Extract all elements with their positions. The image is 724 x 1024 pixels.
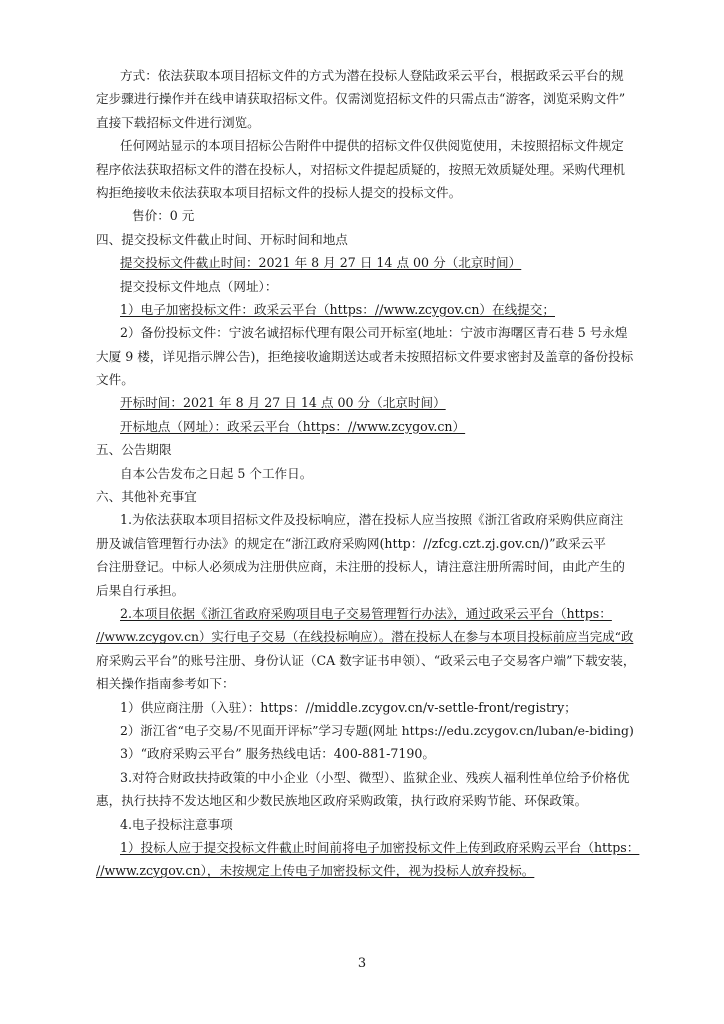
text-line: 定步骤进行操作并在线申请获取招标文件。仅需浏览招标文件的只需点击“游客，浏览采购文件” xyxy=(96,91,626,107)
text-link[interactable]: 2.本项目依据《浙江省政府采购项目电子交易管理暂行办法》，通过政采云平台（https： xyxy=(120,605,612,621)
text-line xyxy=(96,625,640,648)
opening-time-line xyxy=(96,391,640,414)
text-line: 府采购云平台”的账号注册、身份认证（CA 数字证书申领）、“政采云电子交易客户端”下载安装， xyxy=(96,652,636,668)
page-number: 3 xyxy=(357,956,367,971)
platform-link[interactable]: 1）电子加密投标文件：政采云平台（https：//www.zcygov.cn）在线提交； xyxy=(120,301,555,317)
section-heading: 六、其他补充事宜 xyxy=(96,489,197,505)
text-line: 文件。 xyxy=(96,372,134,388)
text-line xyxy=(96,836,640,859)
text-line: 2）备份投标文件：宁波名诚招标代理有限公司开标室(地址：宁波市海曙区青石巷 5 号永煌 xyxy=(120,325,628,341)
opening-place-link[interactable]: 开标地点（网址）：政采云平台（https：//www.zcygov.cn） xyxy=(120,418,466,434)
text-line: 后果自行承担。 xyxy=(96,582,185,598)
opening-time-text: 开标时间：2021 年 8 月 27 日 14 点 00 分（北京时间） xyxy=(120,395,446,411)
text-line: 3.对符合财政扶持政策的中小企业（小型、微型）、监狱企业、残疾人福利性单位给予价格优 xyxy=(120,769,630,785)
text-line: 2）浙江省“电子交易/不见面开评标”学习专题(网址 https://edu.zcygov.cn/luban/e-biding) xyxy=(120,722,634,738)
deadline-text: 提交投标文件截止时间：2021 年 8 月 27 日 14 点 00 分（北京时间） xyxy=(120,255,522,271)
opening-place-line xyxy=(96,415,640,438)
document-body xyxy=(96,64,640,883)
section-heading: 四、提交投标文件截止时间、开标时间和地点 xyxy=(96,231,348,247)
price-line: 售价：0 元 xyxy=(132,208,195,224)
text-link[interactable]: //www.zcygov.cn）实行电子交易（在线投标响应）。潜在投标人在参与本项目投标前应当完成“政 xyxy=(96,629,634,645)
text-line: 惠，执行扶持不发达地区和少数民族地区政府采购政策，执行政府采购节能、环保政策。 xyxy=(96,793,588,809)
section-heading: 五、公告期限 xyxy=(96,442,172,458)
text-line xyxy=(96,298,640,321)
text-line: 提交投标文件地点（网址）： xyxy=(120,278,278,294)
text-line xyxy=(96,602,640,625)
text-line: 方式：依法获取本项目招标文件的方式为潜在投标人登陆政采云平台，根据政采云平台的规 xyxy=(120,68,624,83)
text-line: 构拒绝接收未依法获取本项目招标文件的投标人提交的投标文件。 xyxy=(96,184,462,200)
text-line: 1）供应商注册（入驻）：https：//middle.zcygov.cn/v-settle-front/registry； xyxy=(120,699,577,715)
deadline-line xyxy=(96,251,640,274)
text-line: 台注册登记。中标人必须成为注册供应商，未注册的投标人，请注意注册所需时间，由此产生的 xyxy=(96,559,625,575)
text-line: 1.为依法获取本项目招标文件及投标响应，潜在投标人应当按照《浙江省政府采购供应商注 xyxy=(120,512,624,528)
text-line: 任何网站显示的本项目招标公告附件中提供的招标文件仅供阅览使用，未按照招标文件规定 xyxy=(120,138,624,154)
text-line xyxy=(96,859,640,882)
text-link[interactable]: //www.zcygov.cn），未按规定上传电子加密投标文件，视为投标人放弃投标。 xyxy=(96,863,535,879)
text-line: 大厦 9 楼，详见指示牌公告)，拒绝接收逾期送达或者未按照招标文件要求密封及盖章的备份投标 xyxy=(96,348,634,364)
text-line: 自本公告发布之日起 5 个工作日。 xyxy=(120,465,313,481)
text-line: 3）“政府采购云平台” 服务热线电话：400-881-7190。 xyxy=(120,746,436,762)
subsection-heading: 4.电子投标注意事项 xyxy=(120,816,233,832)
text-line: 相关操作指南参考如下： xyxy=(96,676,235,692)
text-link[interactable]: 1）投标人应于提交投标文件截止时间前将电子加密投标文件上传到政府采购云平台（https： xyxy=(120,839,640,855)
text-line: 册及诚信管理暂行办法》的规定在“浙江政府采购网(http：//zfcg.czt.zj.gov.cn/)”政采云平 xyxy=(96,535,606,551)
text-line: 程序依法获取招标文件的潜在投标人，对招标文件提起质疑的，按照无效质疑处理。采购代理机 xyxy=(96,161,625,177)
text-line: 直接下载招标文件进行浏览。 xyxy=(96,114,260,130)
